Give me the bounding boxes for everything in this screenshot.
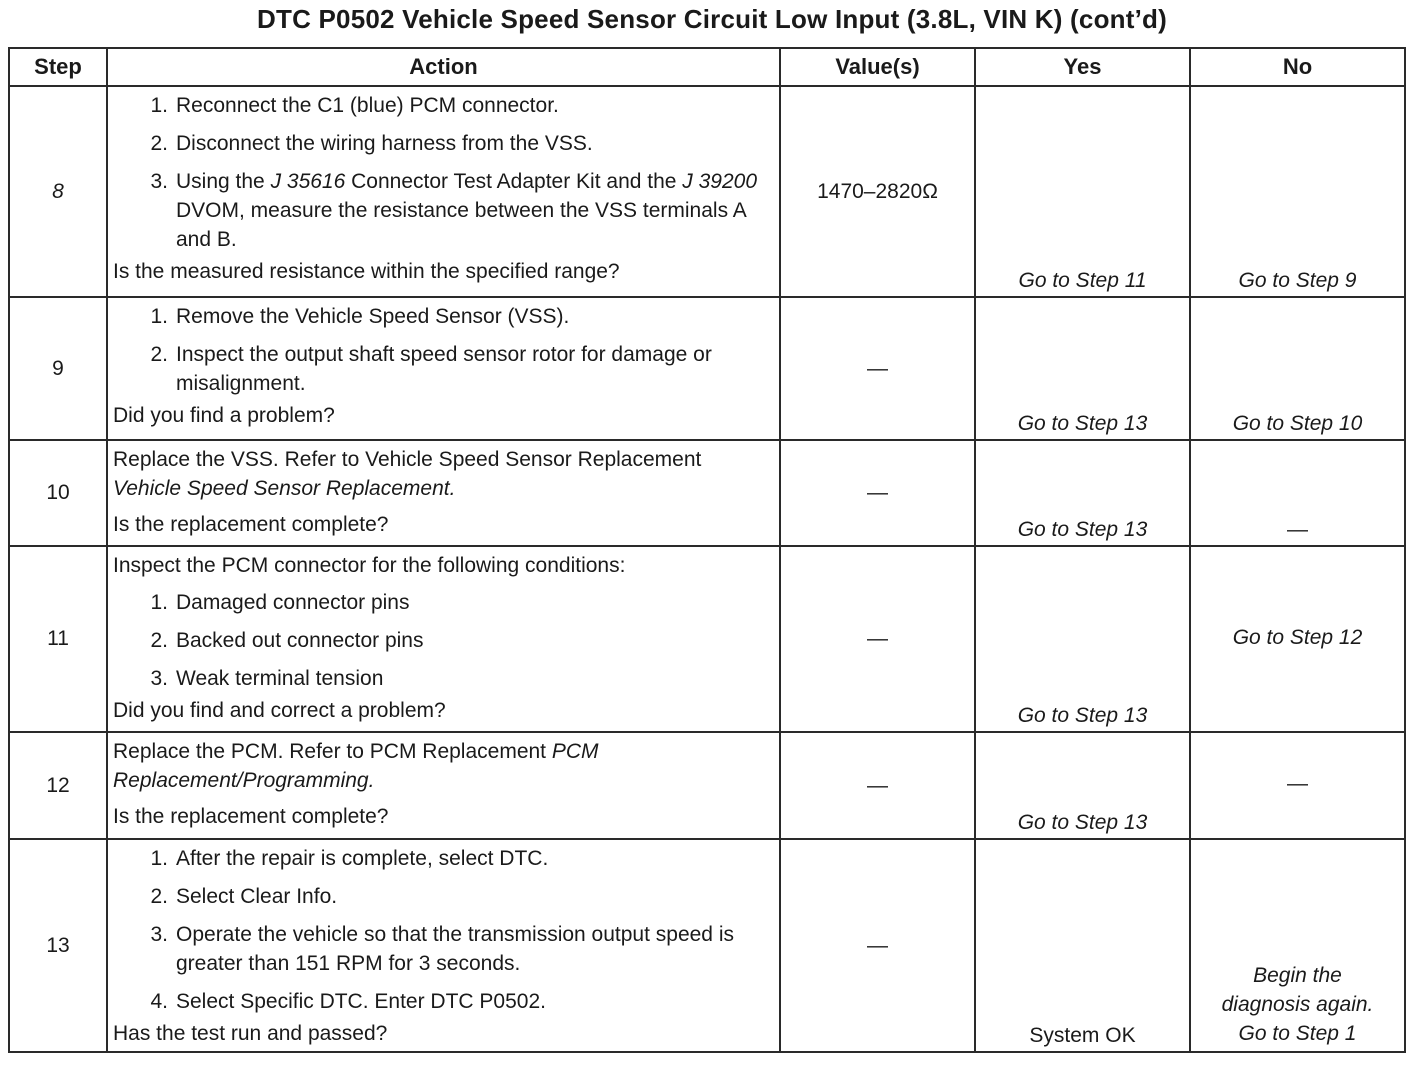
yes-result: Go to Step 11 bbox=[975, 86, 1190, 297]
list-item: 3. Weak terminal tension bbox=[150, 667, 384, 690]
step-number: 11 bbox=[9, 546, 107, 732]
step-number: 13 bbox=[9, 839, 107, 1052]
value-cell: — bbox=[780, 297, 975, 440]
list-item: 4. Select Specific DTC. Enter DTC P0502. bbox=[150, 990, 546, 1013]
header-row bbox=[9, 48, 1405, 86]
instruction-text: Inspect the PCM connector for the following conditions: bbox=[113, 554, 626, 577]
list-item: 2. Disconnect the wiring harness from the VSS. bbox=[150, 132, 593, 155]
reference-link: PCM Replacement/Programming. bbox=[113, 740, 599, 792]
list-item: 3. Operate the vehicle so that the transmission output speed is greater than 151 RPM for 3 seconds. bbox=[150, 923, 734, 975]
tool-reference: J 39200 bbox=[682, 170, 758, 193]
table-row-step-10 bbox=[9, 440, 1405, 546]
table-row-step-12 bbox=[9, 732, 1405, 839]
yes-result: Go to Step 13 bbox=[975, 440, 1190, 546]
action-cell bbox=[107, 86, 780, 297]
no-result bbox=[1190, 839, 1405, 1052]
yes-result: Go to Step 13 bbox=[975, 297, 1190, 440]
list-item: 1. Remove the Vehicle Speed Sensor (VSS). bbox=[150, 305, 570, 328]
reference-link: Vehicle Speed Sensor Replacement. bbox=[113, 477, 456, 500]
step-number: 12 bbox=[9, 732, 107, 839]
no-result: Go to Step 12 bbox=[1190, 546, 1405, 732]
action-cell bbox=[107, 440, 780, 546]
list-item: 2. Backed out connector pins bbox=[150, 629, 424, 652]
table-row-step-11 bbox=[9, 546, 1405, 732]
value-cell: — bbox=[780, 440, 975, 546]
list-item: 2. Inspect the output shaft speed sensor rotor for damage or misalignment. bbox=[150, 343, 712, 395]
action-cell bbox=[107, 546, 780, 732]
step-number: 8 bbox=[9, 86, 107, 297]
no-result: Go to Step 9 bbox=[1190, 86, 1405, 297]
value-cell: — bbox=[780, 839, 975, 1052]
header-yes: Yes bbox=[975, 48, 1190, 86]
no-result: — bbox=[1190, 440, 1405, 546]
question-text: Is the replacement complete? bbox=[113, 513, 389, 536]
step-number: 9 bbox=[9, 297, 107, 440]
value-cell: 1470–2820Ω bbox=[780, 86, 975, 297]
diagnostic-table bbox=[8, 47, 1406, 1053]
header-step: Step bbox=[9, 48, 107, 86]
page-title: DTC P0502 Vehicle Speed Sensor Circuit Low Input (3.8L, VIN K) (cont’d) bbox=[257, 4, 1167, 34]
list-item: 1. Damaged connector pins bbox=[150, 591, 410, 614]
value-cell: — bbox=[780, 732, 975, 839]
yes-result: Go to Step 13 bbox=[975, 732, 1190, 839]
question-text: Did you find and correct a problem? bbox=[113, 699, 446, 722]
action-cell bbox=[107, 297, 780, 440]
header-no: No bbox=[1190, 48, 1405, 86]
no-result-line: diagnosis again. bbox=[1221, 993, 1374, 1016]
question-text: Is the measured resistance within the specified range? bbox=[113, 260, 620, 283]
table-row-step-8 bbox=[9, 86, 1405, 297]
header-action: Action bbox=[107, 48, 780, 86]
table-row-step-9 bbox=[9, 297, 1405, 440]
instruction-text: Replace the PCM. Refer to PCM Replacement PCM Replacement/Programming. bbox=[113, 740, 599, 792]
action-cell bbox=[107, 732, 780, 839]
question-text: Is the replacement complete? bbox=[113, 805, 389, 828]
list-item: 1. After the repair is complete, select DTC. bbox=[150, 847, 549, 870]
step-number: 10 bbox=[9, 440, 107, 546]
instruction-text: Replace the VSS. Refer to Vehicle Speed Sensor Replacement Vehicle Speed Sensor Replacement. bbox=[113, 448, 702, 500]
no-result: — bbox=[1190, 732, 1405, 839]
table-row-step-13 bbox=[9, 839, 1405, 1052]
list-item: 1. Reconnect the C1 (blue) PCM connector. bbox=[150, 94, 559, 117]
yes-result: System OK bbox=[975, 839, 1190, 1052]
no-result-line: Go to Step 1 bbox=[1238, 1022, 1357, 1045]
list-item: 2. Select Clear Info. bbox=[150, 885, 338, 908]
no-result-line: Begin the bbox=[1253, 964, 1342, 987]
yes-result: Go to Step 13 bbox=[975, 546, 1190, 732]
question-text: Did you find a problem? bbox=[113, 404, 335, 427]
header-values: Value(s) bbox=[780, 48, 975, 86]
list-item: 3. Using the J 35616 Connector Test Adapter Kit and the J 39200 DVOM, measure the resistance between the VSS terminals A and B. bbox=[150, 170, 758, 251]
value-cell: — bbox=[780, 546, 975, 732]
no-result: Go to Step 10 bbox=[1190, 297, 1405, 440]
tool-reference: J 35616 bbox=[270, 170, 346, 193]
question-text: Has the test run and passed? bbox=[113, 1022, 388, 1045]
action-cell bbox=[107, 839, 780, 1052]
